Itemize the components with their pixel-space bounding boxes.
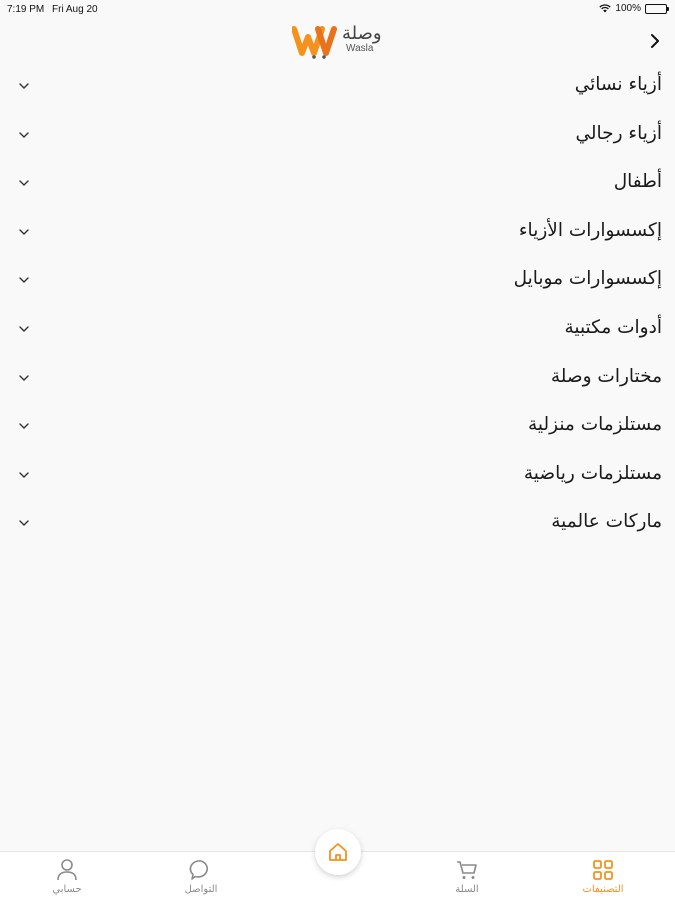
category-list bbox=[0, 64, 675, 550]
category-label: إكسسوارات موبايل bbox=[513, 268, 662, 290]
category-label: أزياء نسائي bbox=[574, 74, 662, 95]
chevron-down-icon bbox=[17, 81, 31, 91]
chat-bubble-icon bbox=[189, 858, 213, 882]
tab-contact-label: التواصل bbox=[184, 884, 218, 895]
cart-icon bbox=[455, 858, 479, 882]
battery-percent: 100% bbox=[615, 3, 641, 14]
category-label: إكسسوارات الأزياء bbox=[518, 219, 662, 241]
wasla-logo bbox=[292, 23, 392, 59]
category-item[interactable] bbox=[0, 501, 675, 550]
tab-categories[interactable] bbox=[543, 852, 663, 900]
category-label: أدوات مكتبية bbox=[564, 316, 662, 338]
tab-contact[interactable] bbox=[141, 852, 261, 900]
chevron-right-icon bbox=[650, 33, 660, 49]
grid-icon bbox=[591, 858, 615, 882]
category-item[interactable] bbox=[0, 404, 675, 453]
status-date: Fri Aug 20 bbox=[52, 4, 98, 15]
chevron-down-icon bbox=[17, 227, 31, 237]
category-label: ماركات عالمية bbox=[551, 511, 662, 533]
tab-account-label: حسابي bbox=[52, 884, 82, 895]
category-label: أطفال bbox=[613, 171, 662, 193]
category-item[interactable] bbox=[0, 64, 675, 113]
category-label: أزياء رجالي bbox=[575, 122, 662, 144]
tab-cart-label: السلة bbox=[455, 884, 479, 895]
category-item[interactable] bbox=[0, 453, 675, 502]
user-icon bbox=[56, 858, 78, 882]
category-label: مختارات وصلة bbox=[550, 365, 662, 387]
tab-cart[interactable] bbox=[407, 852, 527, 900]
home-button[interactable] bbox=[315, 829, 361, 875]
chevron-down-icon bbox=[17, 421, 31, 431]
home-icon bbox=[327, 841, 349, 863]
category-item[interactable] bbox=[0, 113, 675, 162]
status-time: 7:19 PM bbox=[7, 4, 45, 15]
category-item[interactable] bbox=[0, 356, 675, 405]
header bbox=[0, 20, 675, 62]
chevron-down-icon bbox=[17, 470, 31, 480]
logo-latin-text: Wasla bbox=[346, 43, 374, 54]
status-bar bbox=[0, 0, 675, 20]
chevron-down-icon bbox=[17, 324, 31, 334]
category-label: مستلزمات رياضية bbox=[523, 462, 662, 484]
category-item[interactable] bbox=[0, 258, 675, 307]
category-item[interactable] bbox=[0, 210, 675, 259]
wasla-logo-mark-icon bbox=[292, 25, 342, 59]
category-item[interactable] bbox=[0, 161, 675, 210]
chevron-down-icon bbox=[17, 275, 31, 285]
back-button[interactable] bbox=[645, 28, 665, 54]
chevron-down-icon bbox=[17, 178, 31, 188]
chevron-down-icon bbox=[17, 130, 31, 140]
status-indicators bbox=[599, 3, 667, 14]
chevron-down-icon bbox=[17, 373, 31, 383]
category-item[interactable] bbox=[0, 307, 675, 356]
battery-icon bbox=[645, 4, 667, 14]
category-label: مستلزمات منزلية bbox=[527, 414, 662, 436]
tab-account[interactable] bbox=[7, 852, 127, 900]
chevron-down-icon bbox=[17, 518, 31, 528]
logo-arabic-text: وصلة bbox=[342, 23, 382, 44]
wifi-icon bbox=[599, 4, 611, 13]
tab-categories-label: التصنيفات bbox=[582, 884, 624, 895]
